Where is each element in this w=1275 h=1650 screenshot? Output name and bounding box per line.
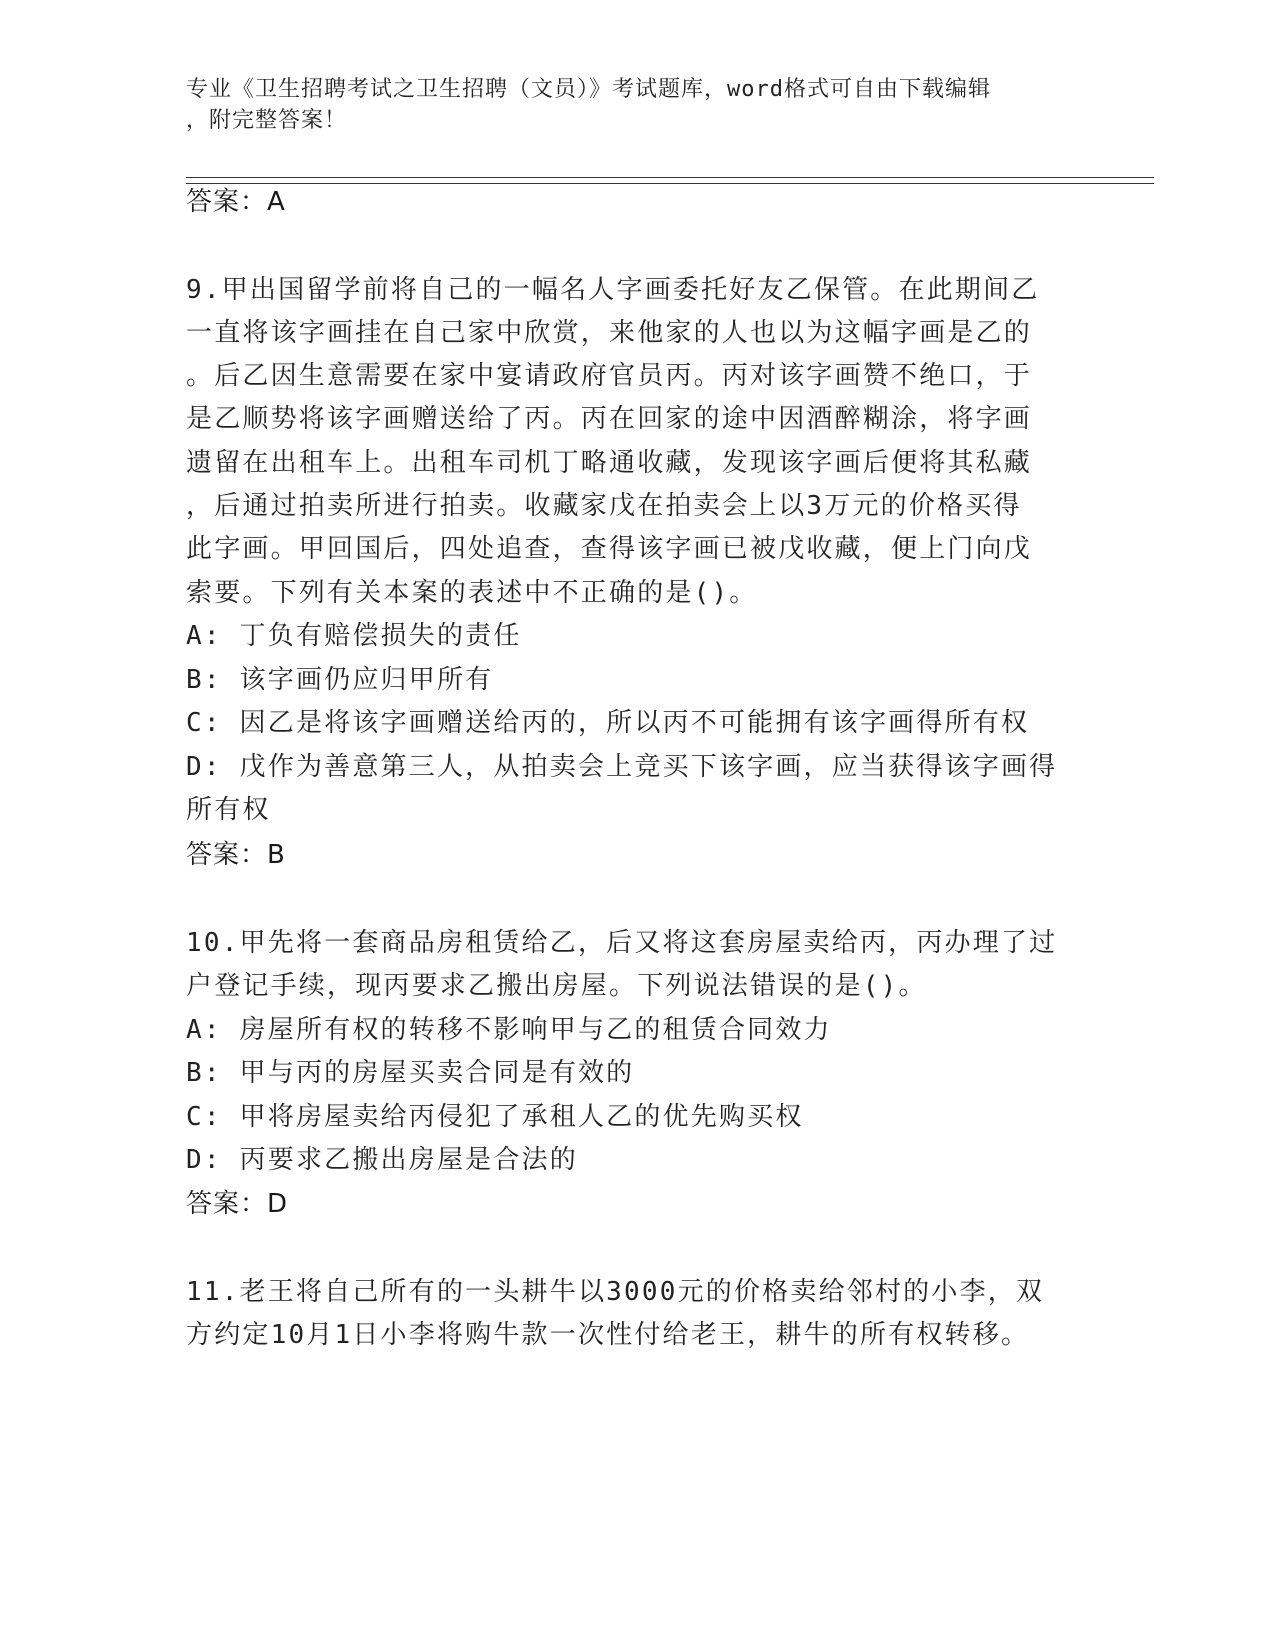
header-line-2: ，附完整答案！	[186, 108, 348, 133]
question-9-line: 是乙顺势将该字画赠送给了丙。丙在回家的途中因酒醉糊涂，将字画	[186, 404, 1033, 434]
question-9-line: ，后通过拍卖所进行拍卖。收藏家戊在拍卖会上以3万元的价格买得	[186, 491, 1022, 521]
header-rule-top	[186, 177, 1154, 178]
question-9-line: 9.甲出国留学前将自己的一幅名人字画委托好友乙保管。在此期间乙	[186, 275, 1040, 305]
question-10-answer: 答案：D	[186, 1189, 289, 1219]
question-10-option-c: C: 甲将房屋卖给丙侵犯了承租人乙的优先购买权	[186, 1102, 804, 1132]
previous-answer: 答案：A	[186, 187, 286, 217]
question-11-line: 方约定10月1日小李将购牛款一次性付给老王，耕牛的所有权转移。	[186, 1320, 1030, 1350]
question-9-option-a: A: 丁负有赔偿损失的责任	[186, 621, 522, 651]
question-9-line: 遗留在出租车上。出租车司机丁略通收藏，发现该字画后便将其私藏	[186, 448, 1033, 478]
question-9-option-c: C: 因乙是将该字画赠送给丙的，所以丙不可能拥有该字画得所有权	[186, 708, 1030, 738]
question-11-line: 11.老王将自己所有的一头耕牛以3000元的价格卖给邻村的小李，双	[186, 1277, 1045, 1307]
page-header	[186, 74, 1086, 136]
question-9-option-b: B: 该字画仍应归甲所有	[186, 665, 494, 695]
header-rule-bottom	[186, 183, 1154, 184]
question-10-option-a: A: 房屋所有权的转移不影响甲与乙的租赁合同效力	[186, 1015, 832, 1045]
question-9-line: 此字画。甲回国后，四处追查，查得该字画已被戊收藏，便上门向戊	[186, 534, 1033, 564]
question-10-option-b: B: 甲与丙的房屋买卖合同是有效的	[186, 1058, 635, 1088]
question-10-option-d: D: 丙要求乙搬出房屋是合法的	[186, 1145, 578, 1175]
question-9-option-d: D: 戊作为善意第三人，从拍卖会上竞买下该字画，应当获得该字画得	[186, 752, 1058, 782]
question-10-line: 10.甲先将一套商品房租赁给乙，后又将这套房屋卖给丙，丙办理了过	[186, 928, 1058, 958]
header-line-1: 专业《卫生招聘考试之卫生招聘（文员）》考试题库，word格式可自由下载编辑	[186, 77, 991, 102]
question-9-line: 。后乙因生意需要在家中宴请政府官员丙。丙对该字画赞不绝口，于	[186, 361, 1033, 391]
question-10-line: 户登记手续，现丙要求乙搬出房屋。下列说法错误的是()。	[186, 971, 927, 1001]
question-9-line: 一直将该字画挂在自己家中欣赏，来他家的人也以为这幅字画是乙的	[186, 318, 1033, 348]
question-9-line: 索要。下列有关本案的表述中不正确的是()。	[186, 578, 758, 608]
question-9-option-d-continued: 所有权	[186, 795, 271, 825]
question-9-answer: 答案：B	[186, 840, 286, 870]
